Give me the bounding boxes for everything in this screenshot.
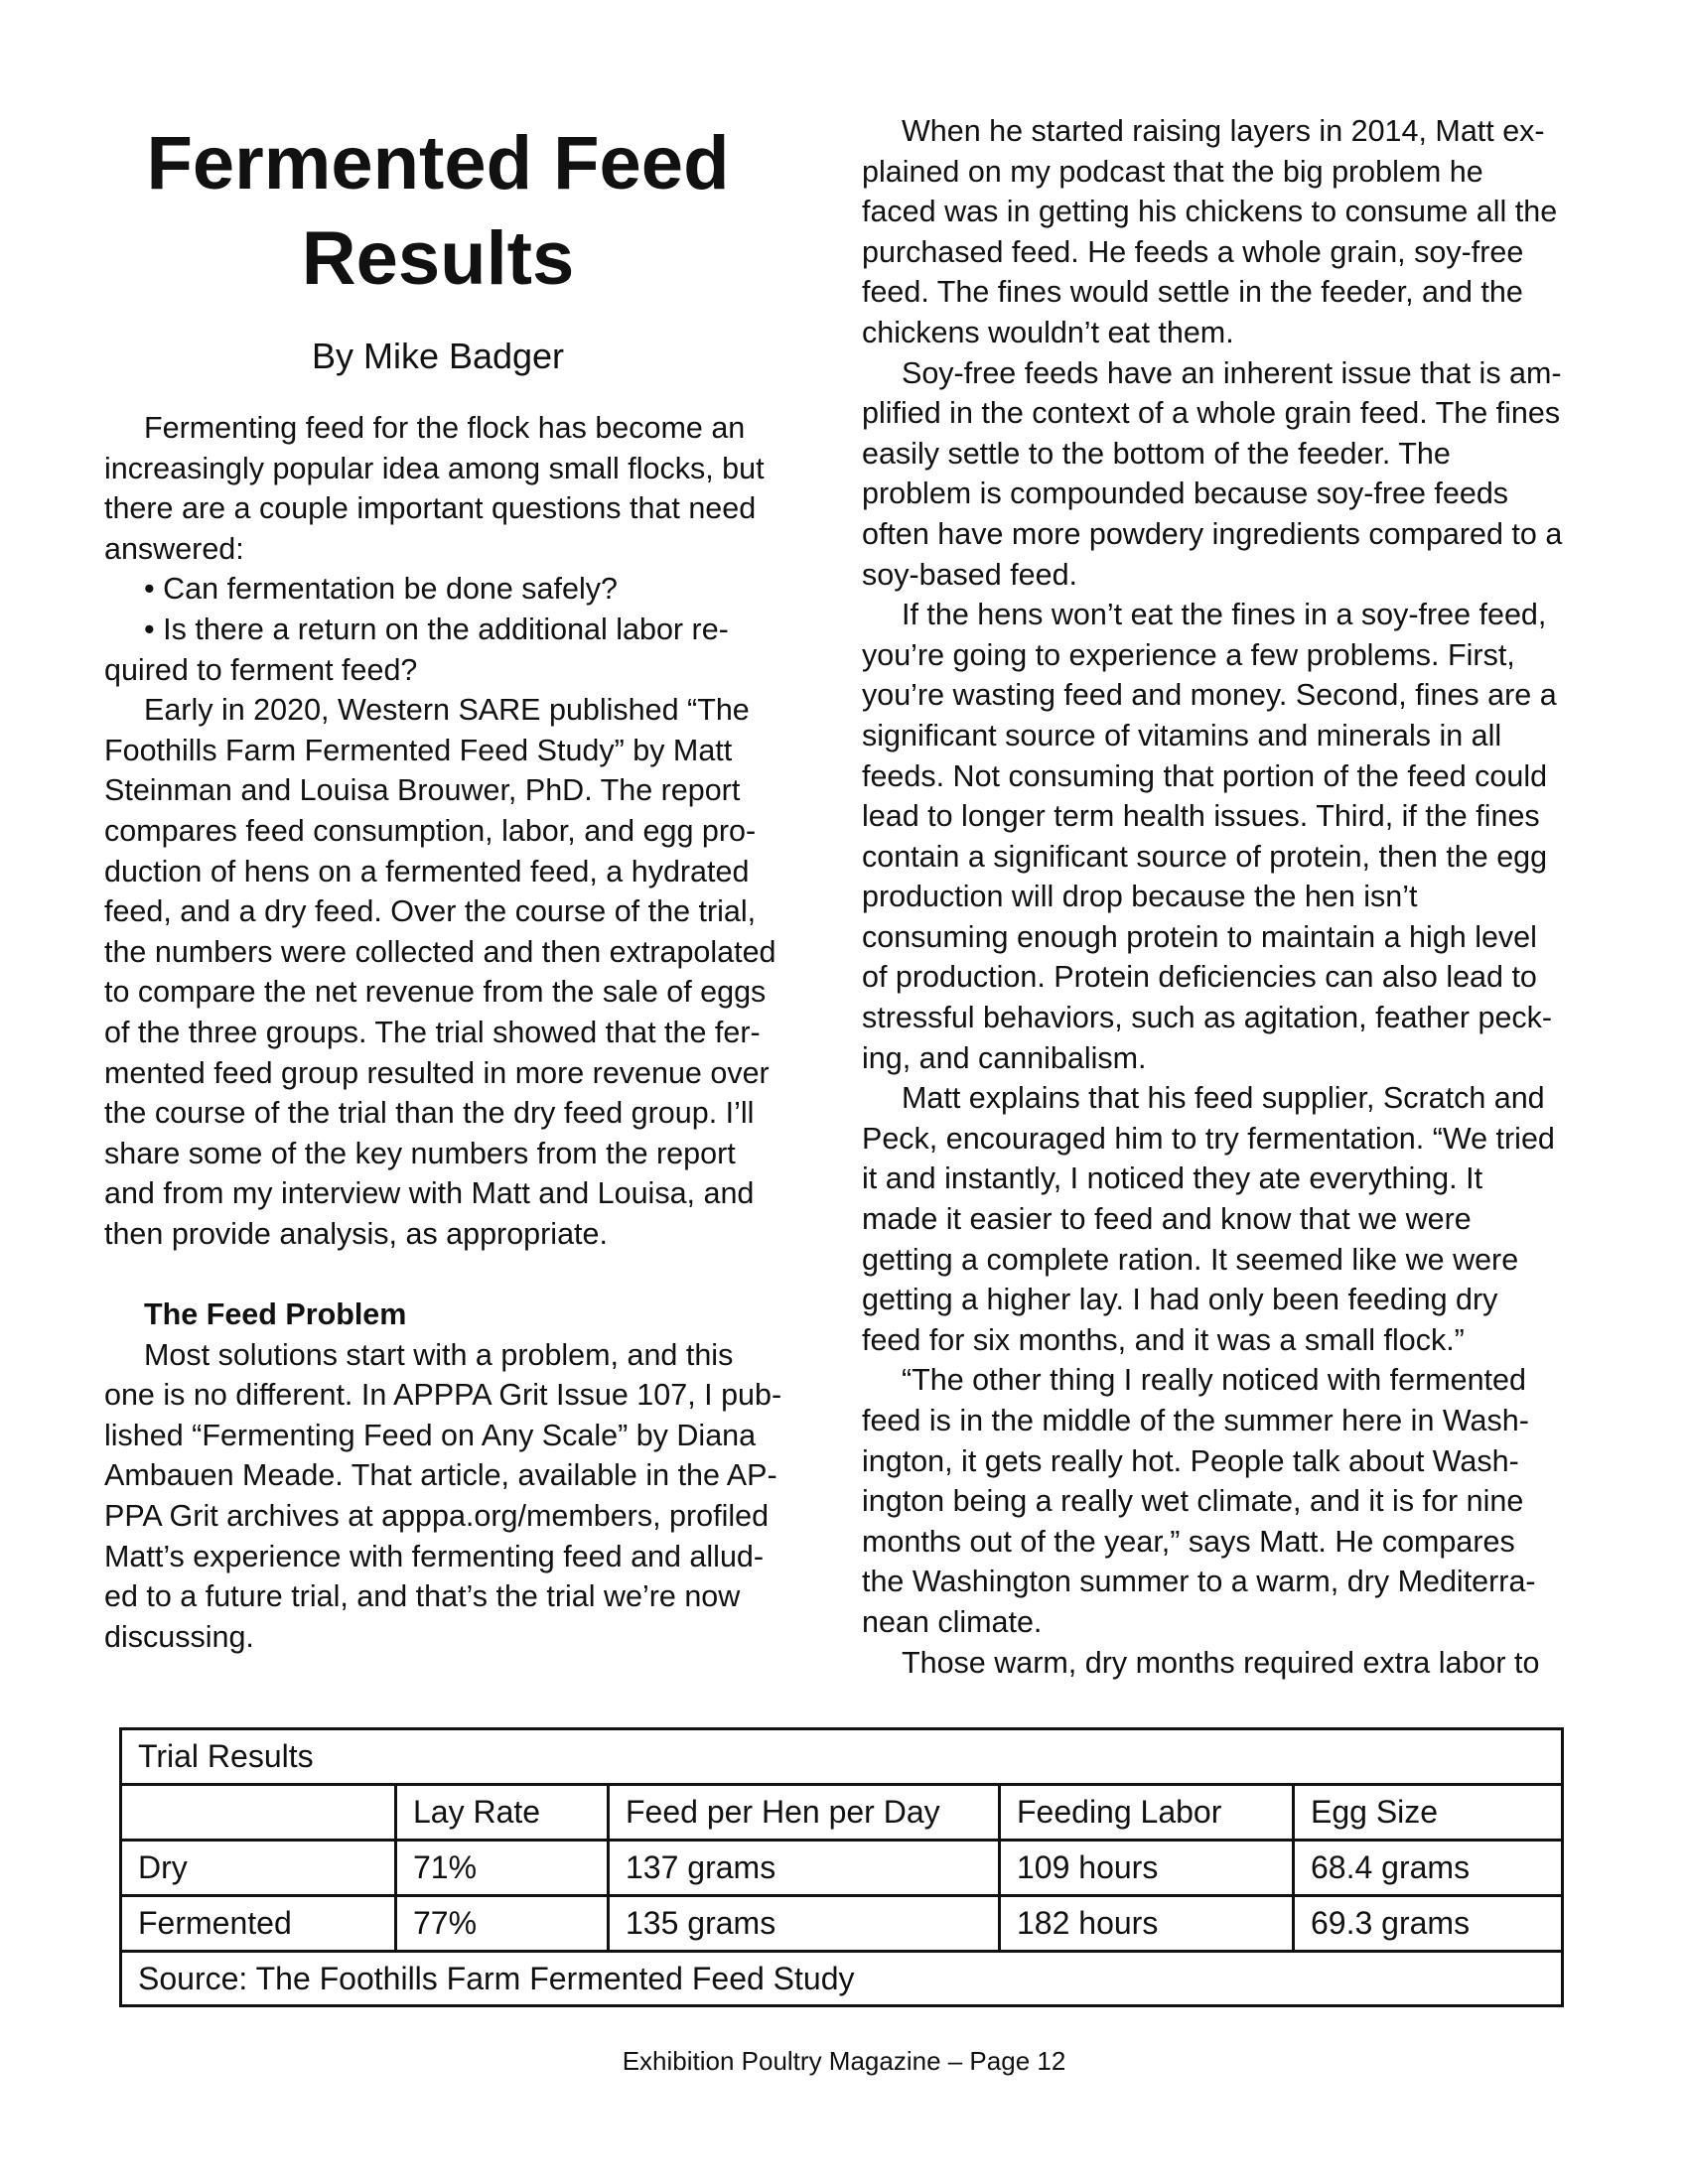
table-source-row [122, 1953, 1561, 2004]
right-column [862, 111, 1563, 1683]
bullet-item: • Is there a return on the additional labor re- [144, 612, 729, 646]
paragraph: Soy-free feeds have an inherent issue that is am-plified in the context of a whole grain feed. The fines easily settle to the bottom of the feeder. The problem is compounded because soy-free feeds often have more powdery ingredients compared to a soy-based feed. [862, 355, 1563, 592]
table-title: Trial Results [138, 1738, 314, 1774]
table-source: Source: The Foothills Farm Fermented Feed Study [138, 1960, 855, 1996]
paragraph: Fermenting feed for the flock has become an increasingly popular idea among small flocks, but there are a couple important questions that need answered: [104, 411, 765, 566]
paragraph: Early in 2020, Western SARE published “The Foothills Farm Fermented Feed Study” by Matt Steinman and Louisa Brouwer, PhD. The report compares feed consumption, labor, and egg pro-duction of hens on a fermented feed, a hydrated feed, and a dry feed. Over the course of the trial, the numbers were collected and then extrapolated to compare the net revenue from the sale of eggs of the three groups. The trial showed that the fer-mented feed group resulted in more revenue over the course of the trial than the dry feed group. I’ll share some of the key numbers from the report and from my interview with Matt and Louisa, and then provide analysis, as appropriate. [104, 693, 776, 1251]
byline: By Mike Badger [311, 336, 565, 376]
table-cell: 109 hours [998, 1842, 1292, 1894]
table-header-row [122, 1786, 1561, 1842]
table-cell: 135 grams [607, 1897, 998, 1950]
table-cell: 69.3 grams [1292, 1897, 1561, 1950]
trial-results-table [119, 1727, 1564, 2007]
table-cell: 137 grams [607, 1842, 998, 1894]
table-header-cell [122, 1786, 394, 1839]
paragraph: When he started raising layers in 2014, Matt ex-plained on my podcast that the big problem he faced was in getting his chickens to consume all the purchased feed. He feeds a whole grain, soy-free feed. The fines would settle in the feeder, and the chickens wouldn’t eat them. [862, 114, 1558, 349]
table-cell: 68.4 grams [1292, 1842, 1561, 1894]
paragraph: “The other thing I really noticed with fermented feed is in the middle of the summer here in Wash-ington, it gets really hot. People talk about Wash-ington being a really wet climate, and it is for nine months out of the year,” says Matt. He compares the Washington summer to a warm, dry Mediterra-nean climate. [862, 1363, 1536, 1639]
table-header-cell: Egg Size [1292, 1786, 1561, 1839]
table-header-cell: Feeding Labor [998, 1786, 1292, 1839]
table-cell: 77% [394, 1897, 607, 1950]
bullet-item-continuation: quired to ferment feed? [104, 652, 418, 687]
paragraph: Most solutions start with a problem, and this one is no different. In APPPA Grit Issue 107, I pub-lished “Fermenting Feed on Any Scale” by Diana Ambauen Meade. That article, available in the AP-PPA Grit archives at apppa.org/members, profiled Matt’s experience with fermenting feed and allud-ed to a future trial, and that’s the trial we’re now discussing. [104, 1337, 782, 1654]
paragraph: Those warm, dry months required extra labor to [902, 1645, 1540, 1680]
bullet-item: • Can fermentation be done safely? [144, 572, 618, 607]
table-header-cell: Lay Rate [394, 1786, 607, 1839]
table-title-row [122, 1730, 1561, 1786]
paragraph: Matt explains that his feed supplier, Scratch and Peck, encouraged him to try fermentation. “We tried it and instantly, I noticed they ate everything. It made it easier to feed and know that we were getting a complete ration. It seemed like we were getting a higher lay. I had only been feeding dry feed for six months, and it was a small flock.” [862, 1081, 1555, 1357]
paragraph: If the hens won’t eat the fines in a soy-free feed, you’re going to experience a few problems. First, you’re wasting feed and money. Second, fines are a significant source of vitamins and minerals in all feeds. Not consuming that portion of the feed could lead to longer term health issues. Third, if the fines contain a significant source of protein, then the egg production will drop because the hen isn’t consuming enough protein to maintain a high level of production. Protein deficiencies can also lead to stressful behaviors, such as agitation, feather peck-ing, and cannibalism. [862, 598, 1557, 1075]
table-cell: Fermented [138, 1905, 292, 1941]
left-column [104, 111, 789, 1657]
article-title: Fermented Feed Results [146, 121, 730, 301]
section-heading: The Feed Problem [144, 1297, 407, 1332]
table-cell: 71% [394, 1842, 607, 1894]
table-header-cell: Feed per Hen per Day [607, 1786, 998, 1839]
table-cell: 182 hours [998, 1897, 1292, 1950]
page-footer: Exhibition Poultry Magazine – Page 12 [622, 2046, 1066, 2076]
table-row [122, 1842, 1561, 1897]
table-cell: Dry [138, 1849, 188, 1885]
table-row [122, 1897, 1561, 1953]
spacer [104, 1254, 789, 1295]
